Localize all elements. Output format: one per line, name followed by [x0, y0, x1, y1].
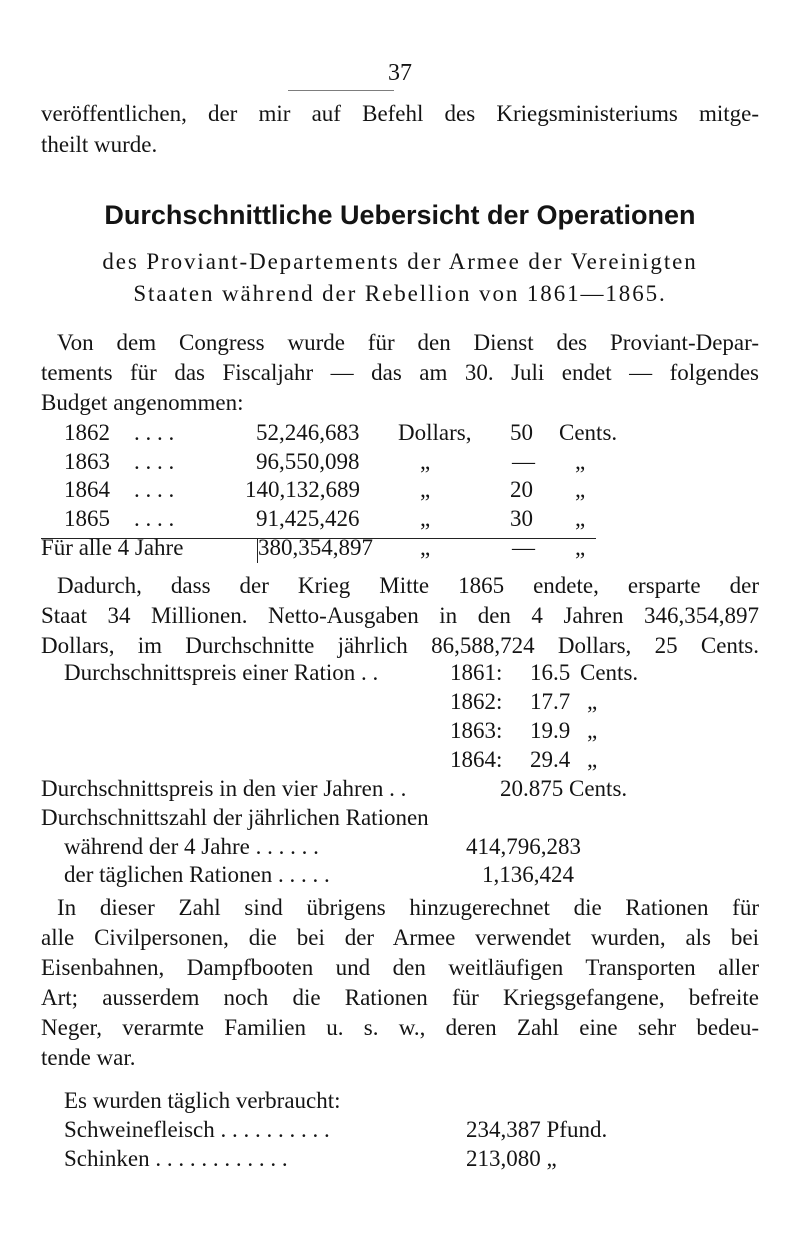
budget-dots: . . . . [134, 449, 175, 474]
ration-price-value: 16.5 [530, 660, 571, 685]
para2-line-2: Staat 34 Millionen. Netto-Ausgaben in den 4 Jahren 346,354,897 [41, 603, 759, 628]
intro-line-1: veröffentlichen, der mir auf Befehl des Kriegsministeriums mitge- [41, 101, 759, 126]
budget-cents: 30 [510, 506, 533, 531]
budget-cents: 20 [510, 477, 533, 502]
daily-ration-value: 1,136,424 [482, 862, 574, 887]
budget-para-line-3: Budget angenommen: [41, 390, 244, 415]
budget-cents-unit: „ [575, 449, 586, 474]
consumption-item-value: 213,080 „ [466, 1146, 557, 1171]
budget-amount: 91,425,426 [256, 506, 360, 531]
ration-price-label: Durchschnittspreis einer Ration . . [64, 660, 379, 685]
ration-price-value: 29.4 [530, 747, 571, 772]
para3-line-4: Art; ausserdem noch die Rationen für Kriegsgefangene, befreite [41, 985, 759, 1010]
ration-price-unit: „ [587, 747, 598, 772]
ration-price-value: 19.9 [530, 718, 571, 743]
section-subtitle-line-2: Staaten während der Rebellion von 1861—1865. [133, 281, 667, 306]
avg-price-value: 20.875 Cents. [500, 776, 628, 801]
para2-line-1: Dadurch, dass der Krieg Mitte 1865 endete, ersparte der [57, 573, 759, 598]
daily-ration-label: der täglichen Rationen . . . . . [64, 862, 330, 887]
budget-amount: 140,132,689 [245, 477, 360, 502]
budget-total-cents-unit: „ [575, 535, 586, 560]
ration-count-4y-value: 414,796,283 [466, 834, 581, 859]
section-title: Durchschnittliche Uebersicht der Operationen [104, 200, 696, 230]
budget-unit: „ [420, 477, 431, 502]
ration-price-value: 17.7 [530, 689, 571, 714]
para3-line-5: Neger, verarmte Familien u. s. w., deren Zahl eine sehr bedeu- [41, 1015, 759, 1040]
budget-unit: „ [420, 506, 431, 531]
consumption-item-value: 234,387 Pfund. [466, 1117, 608, 1142]
budget-cents: 50 [510, 420, 533, 445]
para3-line-3: Eisenbahnen, Dampfbooten und den weitläufigen Transporten aller [41, 955, 759, 980]
page-number: 37 [388, 60, 412, 86]
ration-count-4y-label: während der 4 Jahre . . . . . . [64, 834, 319, 859]
para3-line-2: alle Civilpersonen, die bei der Armee verwendet wurden, als bei [41, 925, 759, 950]
budget-para-line-1: Von dem Congress wurde für den Dienst des Proviant-Depar- [57, 330, 759, 355]
ration-price-unit: Cents. [580, 660, 639, 685]
budget-total-cents: — [512, 535, 535, 560]
ration-price-unit: „ [587, 689, 598, 714]
consumption-item-label: Schinken . . . . . . . . . . . . [64, 1146, 288, 1171]
budget-dots: . . . . [134, 420, 175, 445]
ration-price-year: 1863: [450, 718, 503, 743]
page-number-rule [288, 90, 394, 91]
consumption-item-label: Schweinefleisch . . . . . . . . . . [64, 1117, 330, 1142]
budget-unit: „ [420, 449, 431, 474]
budget-amount: 96,550,098 [256, 449, 360, 474]
para2-line-3: Dollars, im Durchschnitte jährlich 86,588,724 Dollars, 25 Cents. [41, 633, 759, 658]
budget-total-amount: 380,354,897 [258, 535, 373, 560]
budget-total-unit: „ [420, 535, 431, 560]
budget-year: 1865 [64, 506, 110, 531]
budget-cents-unit: „ [575, 477, 586, 502]
avg-price-label: Durchschnittspreis in den vier Jahren . . [41, 776, 407, 801]
budget-para-line-2: tements für das Fiscaljahr — das am 30. Juli endet — folgendes [41, 360, 759, 385]
budget-amount: 52,246,683 [256, 420, 360, 445]
ration-price-unit: „ [587, 718, 598, 743]
ration-price-year: 1861: [450, 660, 503, 685]
budget-dots: . . . . [134, 506, 175, 531]
consumption-intro: Es wurden täglich verbraucht: [64, 1088, 341, 1113]
budget-cents-unit: Cents. [559, 420, 618, 445]
ration-count-label: Durchschnittszahl der jährlichen Rationen [41, 805, 429, 830]
budget-total-label: Für alle 4 Jahre [41, 535, 184, 560]
budget-year: 1862 [64, 420, 110, 445]
budget-unit: Dollars, [398, 420, 472, 445]
para3-line-6: tende war. [41, 1045, 136, 1070]
intro-line-2: theilt wurde. [41, 132, 158, 157]
ration-price-year: 1862: [450, 689, 503, 714]
budget-year: 1863 [64, 449, 110, 474]
budget-cents-unit: „ [575, 506, 586, 531]
budget-dots: . . . . [134, 477, 175, 502]
ration-price-year: 1864: [450, 747, 503, 772]
budget-year: 1864 [64, 477, 110, 502]
section-subtitle-line-1: des Proviant-Departements der Armee der Vereinigten [102, 249, 698, 274]
budget-cents: — [512, 449, 535, 474]
para3-line-1: In dieser Zahl sind übrigens hinzugerechnet die Rationen für [57, 895, 759, 920]
